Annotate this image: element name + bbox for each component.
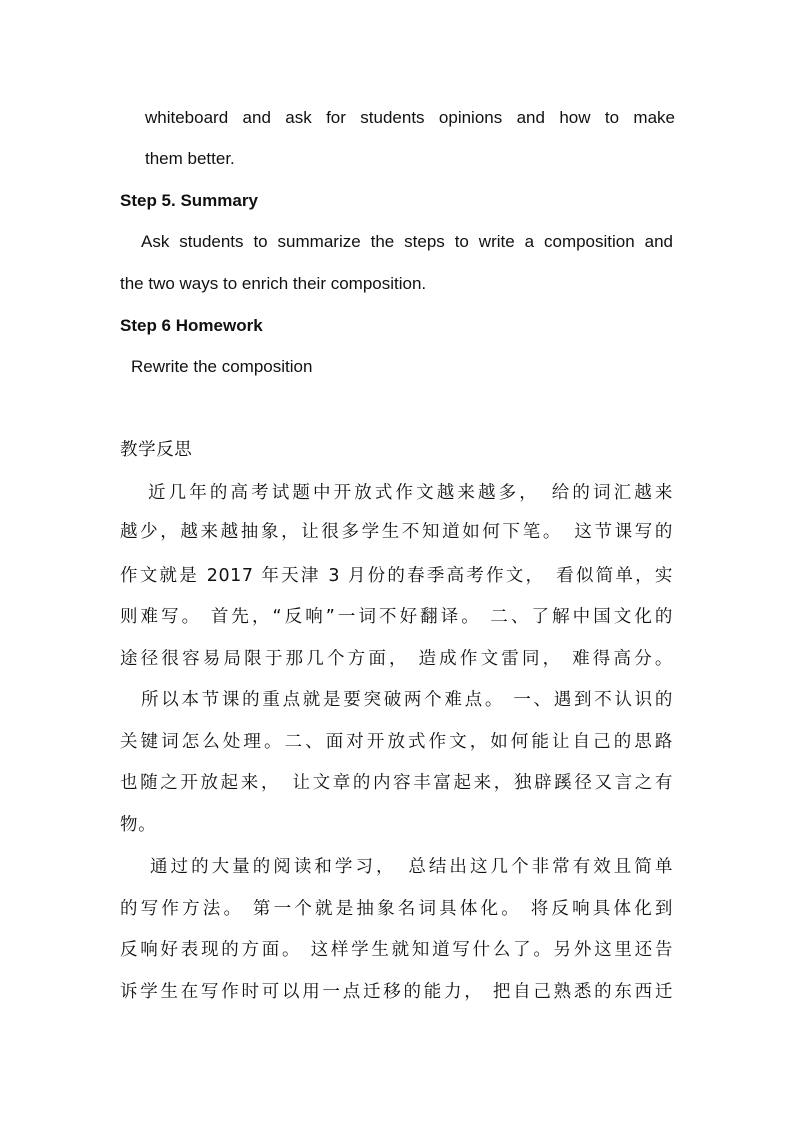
paragraph-line: 越少，越来越抽象，让很多学生不知道如何下笔。 这节课写的 [120,522,673,542]
paragraph-line: the two ways to enrich their composition. [120,274,427,293]
paragraph-line: 诉学生在写作时可以用一点迁移的能力， 把自己熟悉的东西迁 [120,982,673,1002]
paragraph-line: 关键词怎么处理。二、面对开放式作文，如何能让自己的思路 [120,732,673,752]
paragraph-line: 通过的大量的阅读和学习， 总结出这几个非常有效且简单 [150,857,673,877]
paragraph-line: whiteboard and ask for students opinions and how to make [145,108,675,127]
paragraph-line: 的写作方法。 第一个就是抽象名词具体化。 将反响具体化到 [120,899,673,919]
section-heading: Step 6 Homework [120,316,263,335]
paragraph-line: 作文就是 2017 年天津 3 月份的春季高考作文， 看似简单，实 [120,566,673,586]
section-heading: 教学反思 [120,440,193,460]
paragraph-line: 所以本节课的重点就是要突破两个难点。 一、遇到不认识的 [141,690,673,710]
paragraph-line: 也随之开放起来， 让文章的内容丰富起来，独辟蹊径又言之有 [120,773,673,793]
paragraph-line: 则难写。 首先，“反响”一词不好翻译。 二、了解中国文化的 [120,607,673,627]
paragraph-line: Rewrite the composition [131,357,313,376]
paragraph-line: 近几年的高考试题中开放式作文越来越多， 给的词汇越来 [148,483,673,503]
paragraph-line: 途径很容易局限于那几个方面， 造成作文雷同， 难得高分。 [120,649,673,669]
paragraph-line: them better. [145,149,235,168]
paragraph-line: 物。 [120,815,157,835]
paragraph-line: 反响好表现的方面。 这样学生就知道写什么了。另外这里还告 [120,940,673,960]
section-heading: Step 5. Summary [120,191,258,210]
paragraph-line: Ask students to summarize the steps to write a composition and [141,232,673,251]
